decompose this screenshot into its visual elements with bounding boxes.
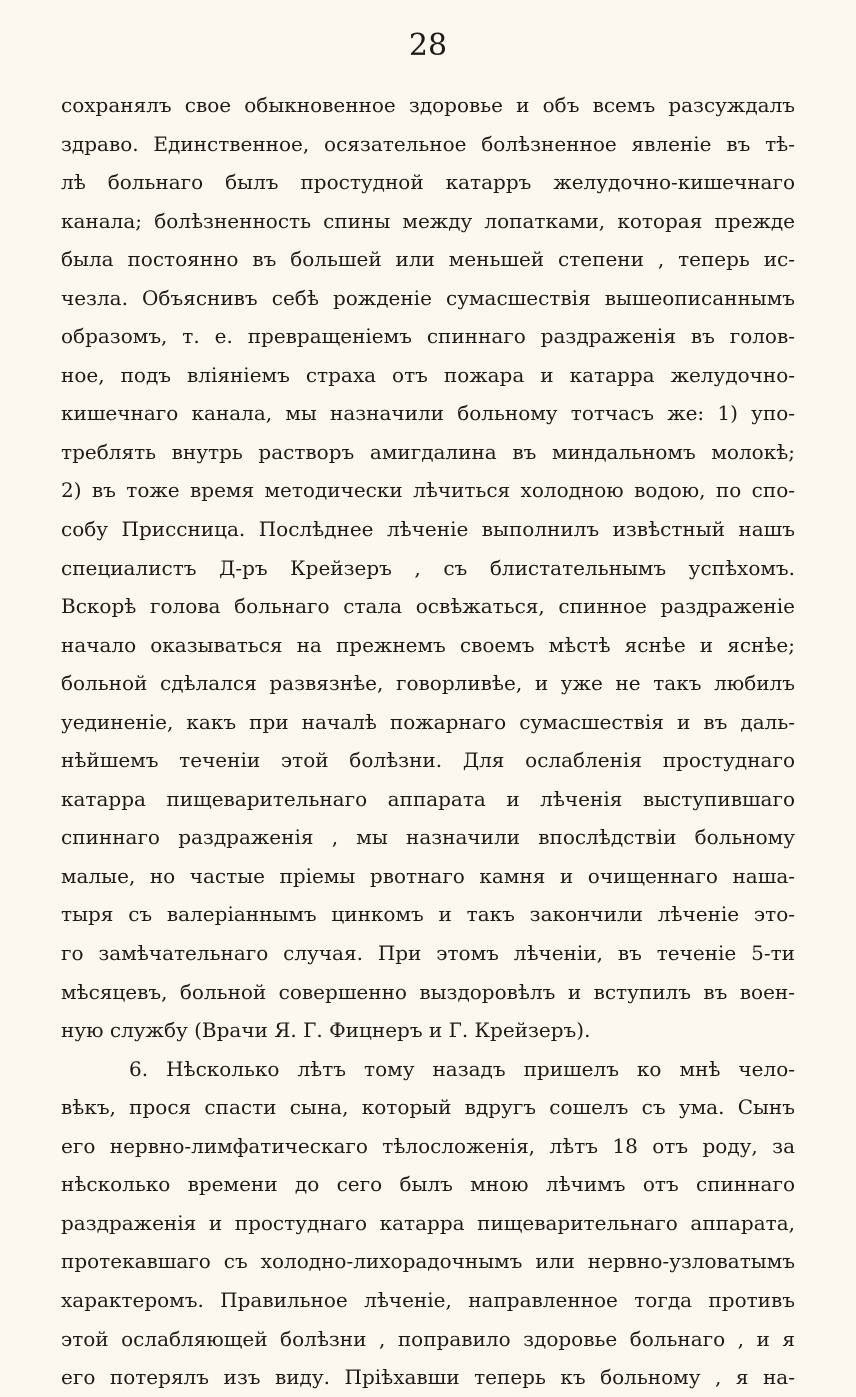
text-line: его нервно-лимфатическаго тѣлосложенія, лѣтъ 18 отъ роду, за — [61, 1133, 795, 1158]
text-line: 6. Нѣсколько лѣтъ тому назадъ пришелъ ко мнѣ чело- — [129, 1056, 795, 1081]
text-line: канала; болѣзненность спины между лопатками, которая прежде — [61, 208, 795, 233]
text-line: треблять внутрь растворъ амигдалина въ миндальномъ молокѣ; — [61, 439, 795, 464]
text-line: специалистъ Д-ръ Крейзеръ , съ блистательнымъ успѣхомъ. — [61, 555, 795, 580]
text-line: сохранялъ свое обыкновенное здоровье и объ всемъ разсуждалъ — [61, 93, 795, 117]
text-line: катарра пищеварительнаго аппарата и лѣченія выступившаго — [61, 786, 795, 811]
text-line: лѣ больнаго былъ простудной катарръ желудочно-кишечнаго — [61, 170, 795, 195]
text-line: собу Приссница. Послѣднее лѣченіе выполнилъ извѣстный нашъ — [61, 517, 795, 542]
text-line: характеромъ. Правильное лѣченіе, направленное тогда противъ — [61, 1287, 795, 1312]
text-line: здраво. Единственное, осязательное болѣзненное явленіе въ тѣ- — [61, 131, 795, 156]
text-line: 2) въ тоже время методически лѣчиться холодною водою, по спо- — [61, 478, 795, 503]
text-line: спиннаго раздраженія , мы назначили впослѣдствіи больному — [61, 825, 795, 850]
text-line: ное, подъ вліяніемъ страха отъ пожара и катарра желудочно- — [61, 362, 795, 387]
text-line: малые, но частые пріемы рвотнаго камня и очищеннаго наша- — [61, 863, 795, 888]
text-line: чезла. Объяснивъ себѣ рожденіе сумасшествія вышеописаннымъ — [61, 285, 795, 310]
body-text — [61, 86, 795, 1397]
text-line: больной сдѣлался развязнѣе, говорливѣе, и уже не такъ любилъ — [61, 671, 795, 696]
text-line: этой ослабляющей болѣзни , поправило здоровье больнаго , и я — [61, 1326, 795, 1351]
text-line: была постоянно въ большей или меньшей степени , теперь ис- — [61, 247, 795, 272]
page-number: 28 — [408, 28, 448, 63]
text-line: его потерялъ изъ виду. Пріѣхавши теперь къ больному , я на- — [61, 1365, 795, 1390]
text-line: нѣсколько времени до сего былъ мною лѣчимъ отъ спиннаго — [61, 1172, 795, 1197]
text-line: мѣсяцевъ, больной совершенно выздоровѣлъ и вступилъ въ воен- — [61, 979, 795, 1004]
text-line: уединеніе, какъ при началѣ пожарнаго сумасшествія и въ даль- — [61, 709, 795, 734]
text-line: образомъ, т. е. превращеніемъ спиннаго раздраженія въ голов- — [61, 324, 795, 349]
text-line: раздраженія и простуднаго катарра пищеварительнаго аппарата, — [61, 1210, 795, 1235]
text-line: ную службу (Врачи Я. Г. Фицнеръ и Г. Крейзеръ). — [61, 1018, 591, 1043]
text-line: начало оказываться на прежнемъ своемъ мѣстѣ яснѣе и яснѣе; — [61, 632, 795, 657]
text-line: протекавшаго съ холодно-лихорадочнымъ или нервно-узловатымъ — [61, 1249, 795, 1274]
text-line: кишечнаго канала, мы назначили больному тотчасъ же: 1) упо- — [61, 401, 795, 426]
text-line: нѣйшемъ теченіи этой болѣзни. Для ослабленія простуднаго — [61, 748, 795, 773]
text-line: вѣкъ, прося спасти сына, который вдругъ сошелъ съ ума. Сынъ — [61, 1095, 795, 1120]
text-line: го замѣчательнаго случая. При этомъ лѣченіи, въ теченіе 5-ти — [61, 941, 795, 966]
text-line: Вскорѣ голова больнаго стала освѣжаться, спинное раздраженіе — [61, 594, 795, 619]
text-line: тыря съ валеріаннымъ цинкомъ и такъ закончили лѣченіе это- — [61, 902, 795, 927]
